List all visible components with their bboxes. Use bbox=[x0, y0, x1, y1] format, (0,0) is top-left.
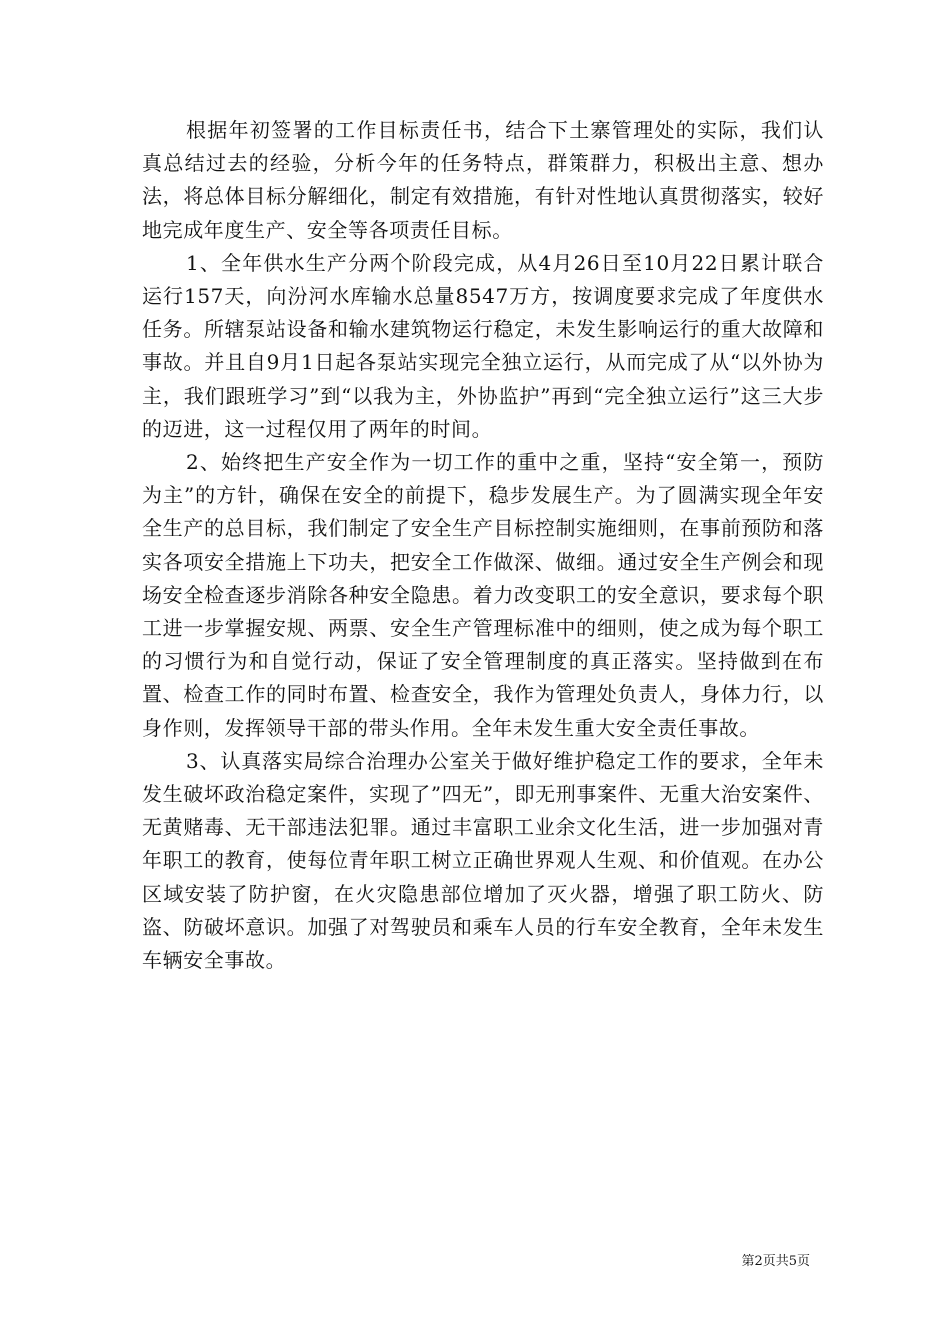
paragraph-intro: 根据年初签署的工作目标责任书，结合下土寨管理处的实际，我们认真总结过去的经验，分析今年的任务特点，群策群力，积极出主意、想办法，将总体目标分解细化，制定有效措施，有针对性地认真贯彻落实，较好地完成年度生产、安全等各项责任目标。 bbox=[142, 118, 824, 242]
paragraph-stability: 3、认真落实局综合治理办公室关于做好维护稳定工作的要求，全年未发生破坏政治稳定案件，实现了”四无”，即无刑事案件、无重大治安案件、无黄赌毒、无干部违法犯罪。通过丰富职工业余文化生活，进一步加强对青年职工的教育，使每位青年职工树立正确世界观人生观、和价值观。在办公区域安装了防护窗，在火灾隐患部位增加了灭火器，增强了职工防火、防盗、防破坏意识。加强了对驾驶员和乘车人员的行车安全教育，全年未发生车辆安全事故。 bbox=[142, 748, 824, 973]
paragraph-production-safety: 2、始终把生产安全作为一切工作的重中之重，坚持“安全第一，预防为主”的方针，确保在安全的前提下，稳步发展生产。为了圆满实现全年安全生产的总目标，我们制定了安全生产目标控制实施细则，在事前预防和落实各项安全措施上下功夫，把安全工作做深、做细。通过安全生产例会和现场安全检查逐步消除各种安全隐患。着力改变职工的安全意识，要求每个职工进一步掌握安规、两票、安全生产管理标准中的细则，使之成为每个职工的习惯行为和自觉行动，保证了安全管理制度的真正落实。坚持做到在布置、检查工作的同时布置、检查安全，我作为管理处负责人，身体力行，以身作则，发挥领导干部的带头作用。全年未发生重大安全责任事故。 bbox=[142, 450, 824, 740]
paragraph-water-supply: 1、全年供水生产分两个阶段完成，从4月26日至10月22日累计联合运行157天，向汾河水库输水总量8547万方，按调度要求完成了年度供水任务。所辖泵站设备和输水建筑物运行稳定，未发生影响运行的重大故障和事故。并且自9月1日起各泵站实现完全独立运行，从而完成了从“以外协为主，我们跟班学习”到“以我为主，外协监护”再到“完全独立运行”这三大步的迈进，这一过程仅用了两年的时间。 bbox=[142, 250, 824, 441]
document-body bbox=[142, 114, 824, 977]
page-number-footer: 第2页共5页 bbox=[741, 1254, 810, 1269]
